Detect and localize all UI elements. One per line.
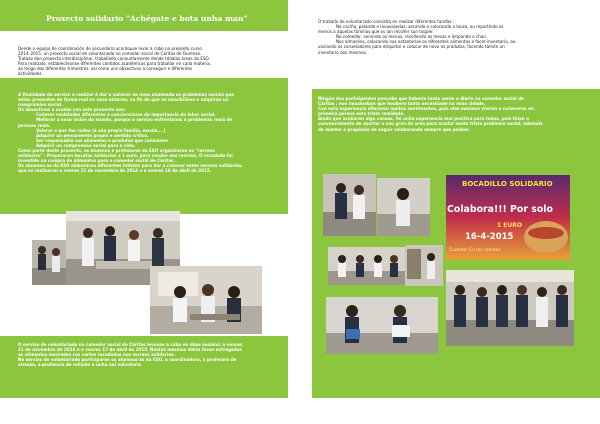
text-line: primeira persoa esta triste realidade.: [318, 111, 405, 117]
right-green-text: [318, 96, 594, 132]
text-line: solidarios" : Prepararon bocatas solidarios a 1 euro, para vender nos recreos. O recadado foi: [18, 153, 233, 159]
text-line: os alimentos mercados cos cartos recadados nos recreos solidarios.: [18, 352, 176, 358]
photo-girls-with-donations: [326, 297, 438, 354]
photo-students-preparing-food: [323, 174, 376, 236]
text-line: Tratase dun proxecto interdisciplinar, traballado conxuntamente dende tódalas áreas da ESO.: [18, 56, 210, 62]
text-line: están presentes de forma real no noso entorno, co fin de que se sensibilicen e adquiran un: [18, 97, 229, 103]
poster-small-text: Cuando: En los recreos: [449, 248, 501, 253]
text-line: 2014–2015, un proxecto social de voluntariado no comedor social de Cáritas de Ourense.: [18, 51, 202, 57]
text-line: Como parte deste proxecto, os alumnos e profesores da ESO organizaron os "recreos: [18, 148, 215, 154]
poster-date: 16-4-2015: [465, 232, 514, 242]
text-line: inventario dos mesmos.: [318, 49, 368, 55]
text-line: No servizo de voluntariado participaron os alumnos-as da ESO, a coordinadora, a profesora de: [18, 357, 237, 363]
text-line: Os alumnos-as da ESO elaboraron diferentes folletos para dar a coñecer estes recreos solidarios,: [18, 163, 243, 169]
photo-volunteers-serving: [150, 266, 262, 334]
list-item: Na cociña, pelando e lavavaixelas, secando e colocando a louza, ou repartindo os: [336, 24, 504, 30]
list-item: Coñecer realidades diferentes e concienciarse da importancia do labor social.: [36, 112, 216, 118]
photo-volunteers-line: [328, 247, 405, 285]
text-line: Ainda que acabaron algo cansos, foi unha experiencia moi positiva para todos, pois tiñan o: [318, 116, 529, 122]
list-item: No comedor, servindo os menús, recollendo as mesas e limpando o chan .: [336, 34, 489, 40]
list-item: Ser responsable cos alimentos e produtos que consumen: [36, 137, 168, 143]
text-line: de manter o propósito de seguir colaborando sempre que poidan.: [318, 126, 471, 132]
text-line: 21 de novembro de 2014 e o venres 17 de abril do 2015. Nestas mesmas datas foron entregados: [18, 347, 242, 353]
text-line: O servizo de voluntariado no comedor social de Cáritas levouse a cabo en dúas sesións: o venres: [18, 342, 243, 347]
list-item: Adquirir un compromiso social para a vida.: [36, 142, 136, 148]
poster-title: BOCADILLO SOLIDARIO: [462, 180, 553, 188]
text-line: compromiso social.: [18, 102, 63, 108]
photo-student-kitchen: [377, 178, 430, 236]
text-line: menús a aquelas familias que os ían recoller sun topper.: [318, 29, 434, 35]
photo-group-of-students: [446, 270, 574, 346]
text-line: que se realizaron o venres 21 de novembro de 2014 e o venres 16 de abril do 2015.: [18, 168, 212, 174]
page-title: Proxecto solidario "Achégate e bota unha man": [46, 14, 248, 23]
text-line: convencemento de aportar o seu gran de area para acadar nesta triste problema social, ademais: [318, 121, 543, 127]
list-item: Mellorar a nosa visión do mundo, porque o servizo enfróntanos a problemas reais de: [36, 117, 233, 123]
text-line: O traballo de voluntariado consistía en realizar diferentes tarefas :: [318, 19, 455, 24]
text-line: Ningún dos participantes pensaba que habería tanta xente a diario no comedor social de: [318, 96, 524, 101]
left-bottom-text: [18, 342, 280, 367]
right-top-text: [318, 19, 592, 55]
poster-price: 1 EURO: [497, 222, 522, 229]
text-line: ao longo dos diferentes trimestres, así como uns obxectivos a conseguir e diferentes: [18, 66, 193, 72]
list-item: Adquirir un pensamento propio e sentido crítico.: [36, 132, 149, 138]
text-line: investido na compra de alimentos para o comedor social de Cáritas .: [18, 158, 177, 164]
text-line: Dende o equipo de coordinación de secundaria acordouse levar a cabo no presente curso: [18, 46, 202, 51]
text-line: actividades .: [18, 71, 45, 77]
text-line: Os obxectivos a acadar con este proxecto son:: [18, 107, 126, 113]
text-line: Cáritas ; non imaxinaban que houbera tanta necesidade na nosa cidade.: [318, 101, 486, 107]
poster-line1: Colabora!!! Por solo: [447, 204, 553, 215]
list-item: Valorar o que fan rodea (á súa propia familia, escola,...): [36, 127, 166, 133]
text-line: persoas reais.: [18, 122, 51, 128]
text-line: vaciando os conxeladores para etiquetar e colocar de novo os produtos, facendo tamén un: [318, 44, 505, 50]
text-line: alemán, a profesora de relixión e unha nai voluntaria: [18, 362, 142, 368]
text-line: Para realizalo, establecéronse diferentes contidos académicos para traballar en cada materia,: [18, 61, 211, 67]
text-line: Con esta experiencia afloraron moitos sentimentos, pois eles mesmos viviron e coñeceron en: [318, 106, 534, 112]
left-intro-text: [18, 46, 280, 77]
list-item: Nos almacéns, colocando nas estanterías os diferentes alimentos e facer inventario, ou: [336, 39, 516, 45]
photo-storeroom: [405, 245, 443, 286]
photo-students-serving-line: [32, 240, 66, 285]
text-line: A finalidade do servizo a realizar é dar a coñecer ao noso alumnado os problemas sociais que: [18, 92, 235, 97]
left-green-text: [18, 92, 280, 174]
